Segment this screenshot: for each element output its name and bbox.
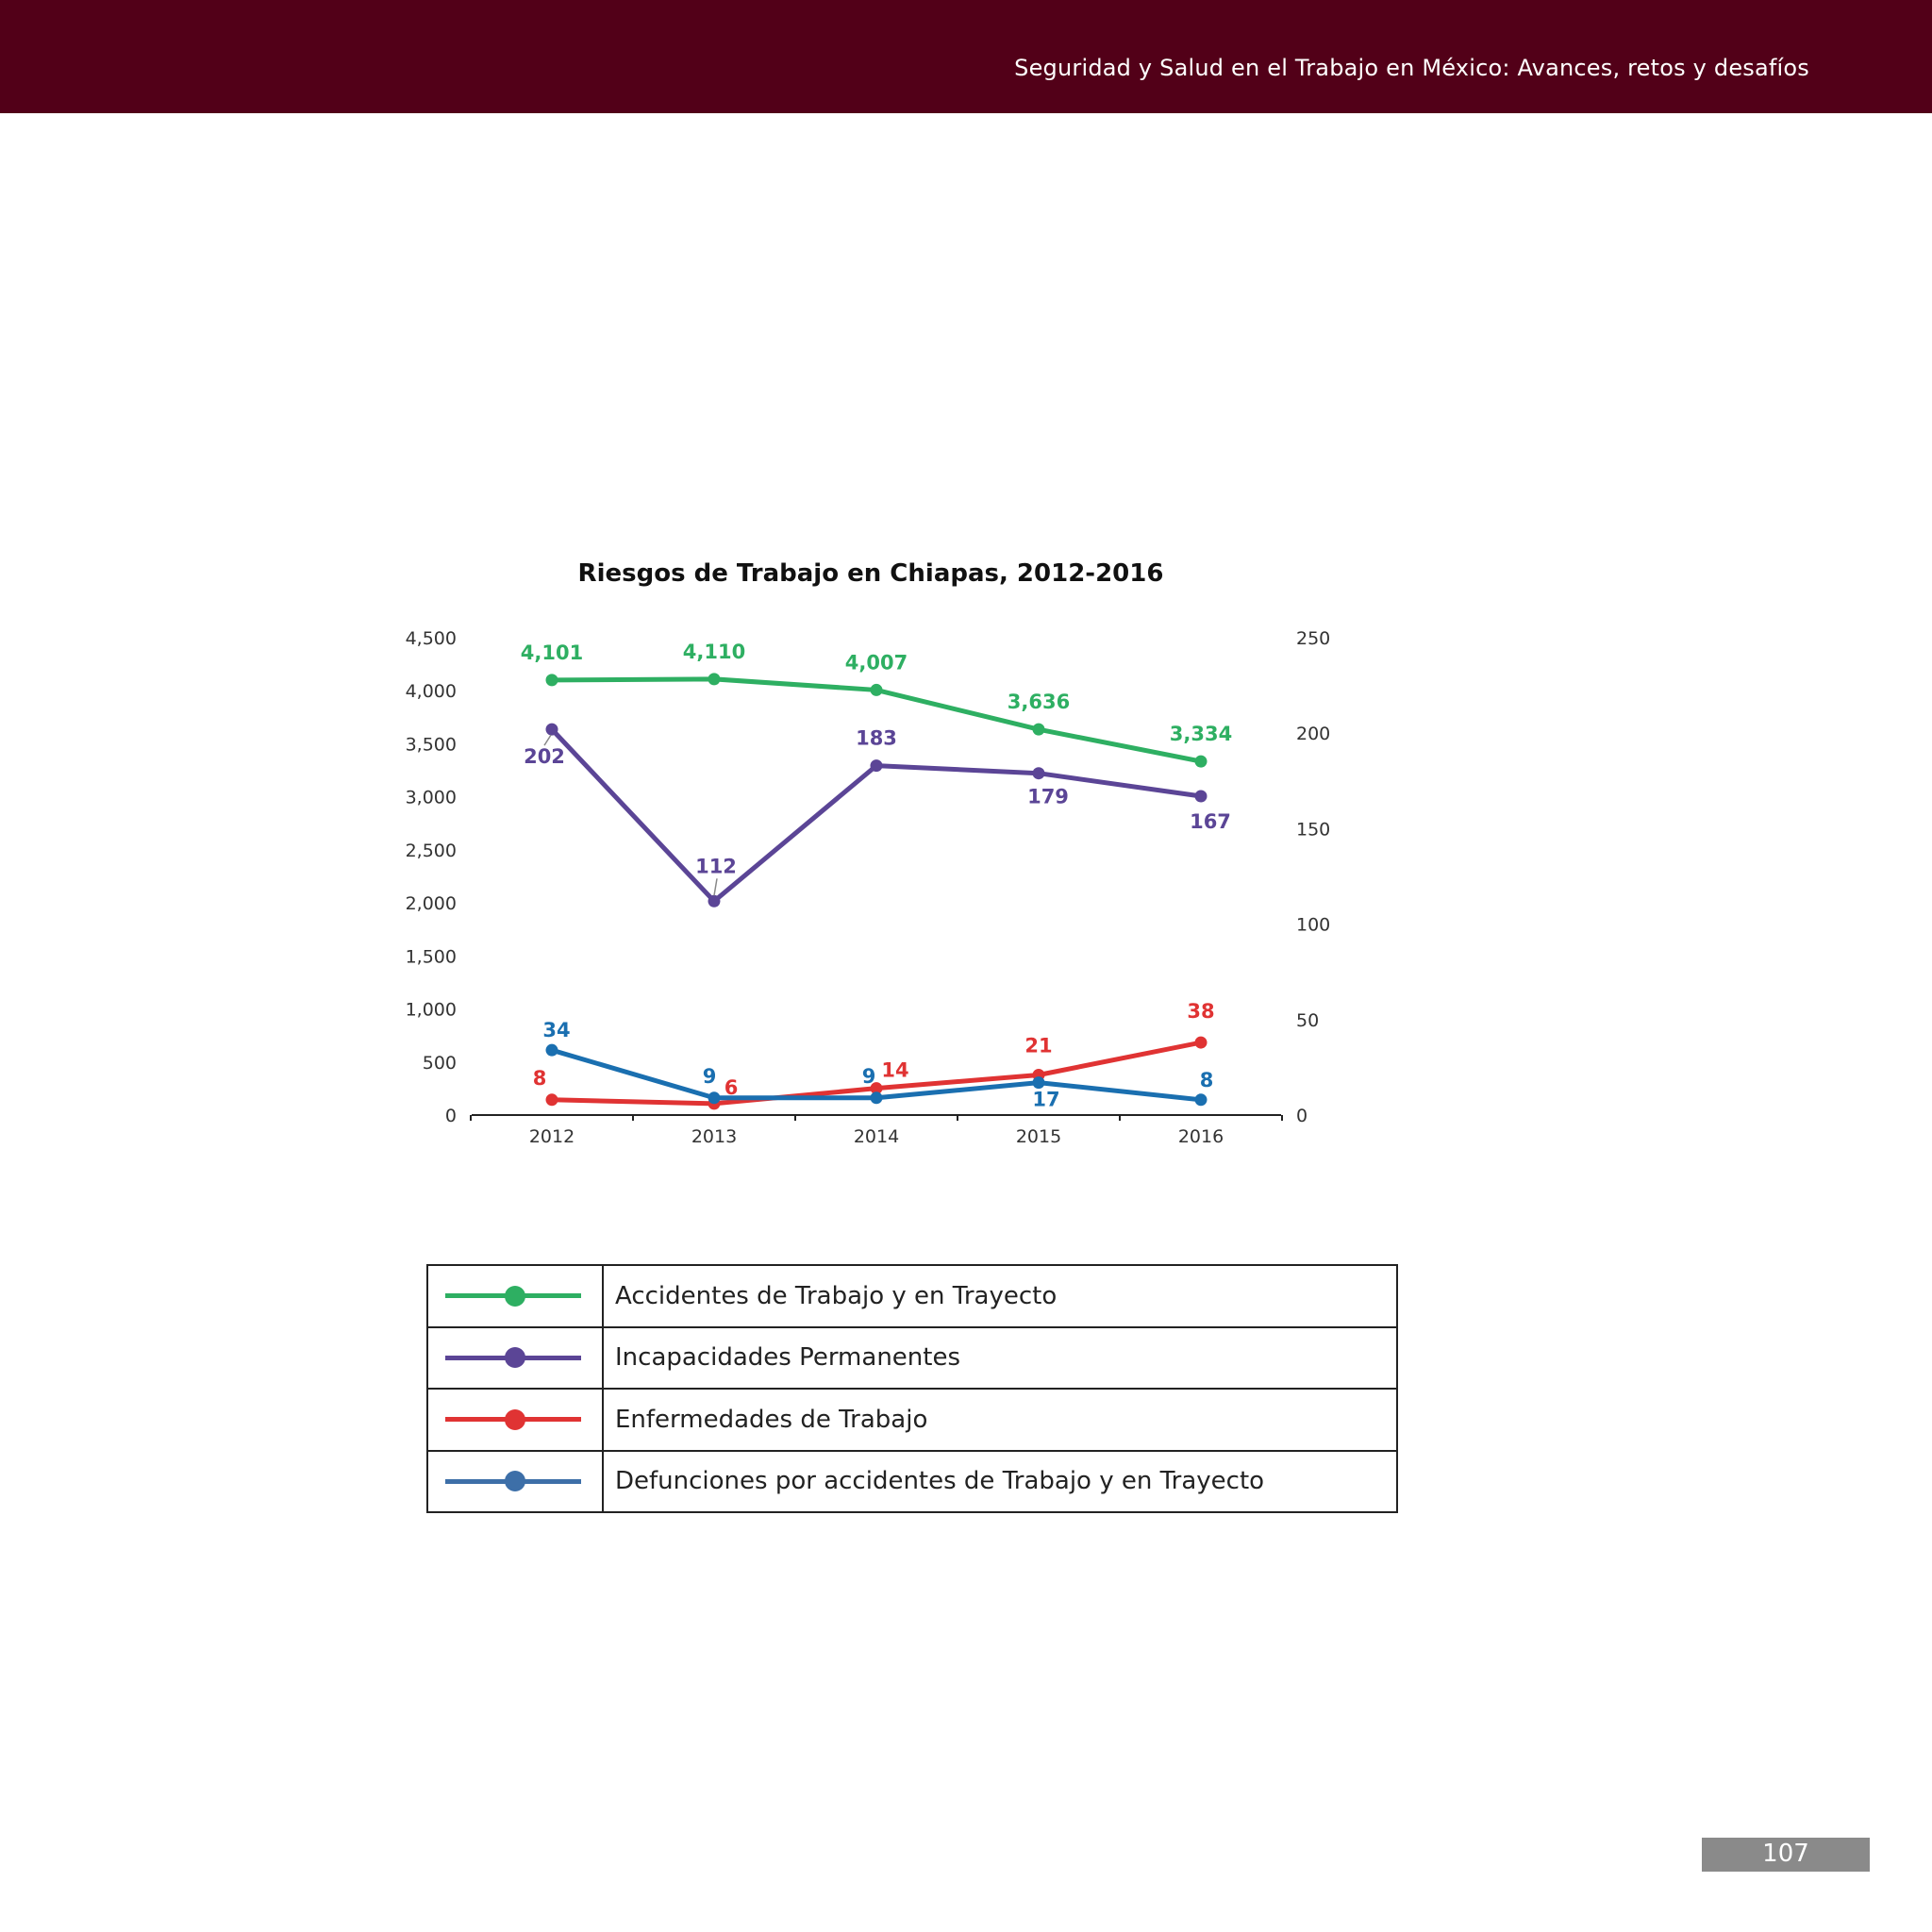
data-point: [1033, 724, 1045, 736]
data-label: 183: [856, 726, 897, 750]
data-point: [1195, 756, 1208, 768]
y-left-tick-label: 4,000: [405, 681, 457, 703]
y-right-tick-label: 200: [1296, 724, 1331, 745]
data-point: [871, 759, 883, 772]
data-point: [546, 674, 558, 686]
legend-dot: [505, 1286, 525, 1307]
x-tick-label: 2012: [528, 1126, 575, 1147]
data-label: 34: [542, 1019, 571, 1042]
data-point: [1195, 1093, 1208, 1106]
data-label: 14: [881, 1058, 909, 1082]
chart-title: Riesgos de Trabajo en Chiapas, 2012-2016: [577, 559, 1164, 588]
legend-label: Enfermedades de Trabajo: [603, 1389, 1397, 1451]
legend-dot: [505, 1409, 525, 1430]
x-tick-label: 2014: [853, 1126, 900, 1147]
y-right-tick-label: 250: [1296, 628, 1331, 649]
y-left-tick-label: 2,000: [405, 893, 457, 915]
data-label: 4,007: [844, 651, 908, 675]
y-left-tick-label: 4,500: [405, 628, 457, 649]
y-left-tick-label: 500: [422, 1052, 457, 1074]
data-label: 3,636: [1007, 691, 1071, 714]
data-label: 8: [532, 1066, 547, 1090]
header-title: Seguridad y Salud en el Trabajo en México: Avances, retos y desafíos: [1014, 55, 1809, 81]
leader-line: [714, 878, 717, 895]
data-label: 9: [861, 1064, 876, 1088]
data-label: 4,110: [682, 640, 746, 663]
series-line: [552, 726, 1201, 901]
data-label: 21: [1024, 1034, 1053, 1058]
data-point: [871, 684, 883, 696]
legend-label: Accidentes de Trabajo y en Trayecto: [603, 1265, 1397, 1327]
data-label: 17: [1032, 1088, 1060, 1111]
data-label: 4,101: [520, 641, 584, 664]
data-label: 38: [1187, 1000, 1215, 1024]
legend-symbol: [427, 1451, 603, 1513]
data-label: 6: [724, 1075, 739, 1099]
legend-symbol: [427, 1265, 603, 1327]
legend-row: [427, 1265, 1397, 1327]
y-left-tick-label: 1,000: [405, 999, 457, 1021]
x-tick-label: 2015: [1015, 1126, 1062, 1147]
data-point: [1195, 1037, 1208, 1049]
page-number: 107: [1762, 1840, 1809, 1868]
legend-row: [427, 1327, 1397, 1390]
legend-row: [427, 1389, 1397, 1451]
y-left-tick-label: 0: [444, 1106, 457, 1126]
y-right-tick-label: 150: [1296, 819, 1331, 841]
legend-label: Incapacidades Permanentes: [603, 1327, 1397, 1390]
data-label: 9: [702, 1064, 717, 1088]
data-label: 202: [524, 745, 565, 769]
data-point: [708, 895, 721, 908]
y-left-tick-label: 3,500: [405, 734, 457, 756]
data-point: [546, 1044, 558, 1057]
data-point: [546, 1093, 558, 1106]
legend-row: [427, 1451, 1397, 1513]
page-number-box: [1702, 1838, 1870, 1872]
data-point: [871, 1091, 883, 1104]
y-left-tick-label: 3,000: [405, 787, 457, 808]
data-point: [708, 673, 721, 685]
y-left-tick-label: 1,500: [405, 946, 457, 968]
x-tick-label: 2013: [691, 1126, 738, 1147]
data-point: [1033, 767, 1045, 779]
legend-symbol: [427, 1327, 603, 1390]
data-label: 8: [1199, 1068, 1214, 1091]
y-right-tick-label: 100: [1296, 914, 1331, 936]
legend-table: [426, 1264, 1398, 1513]
data-label: 3,334: [1169, 723, 1233, 746]
data-point: [546, 724, 558, 736]
legend-symbol: [427, 1389, 603, 1451]
data-label: 167: [1190, 809, 1231, 833]
legend-dot: [505, 1471, 525, 1491]
data-point: [1033, 1076, 1045, 1089]
data-point: [1195, 790, 1208, 802]
y-right-tick-label: 0: [1296, 1106, 1308, 1126]
x-tick-label: 2016: [1177, 1126, 1224, 1147]
leader-line: [544, 735, 551, 745]
legend-label: Defunciones por accidentes de Trabajo y en Trayecto: [603, 1451, 1397, 1513]
data-label: 112: [695, 855, 737, 878]
legend-dot: [505, 1347, 525, 1368]
data-point: [708, 1091, 721, 1104]
y-left-tick-label: 2,500: [405, 840, 457, 861]
y-right-tick-label: 50: [1296, 1009, 1320, 1031]
data-label: 179: [1027, 785, 1069, 808]
